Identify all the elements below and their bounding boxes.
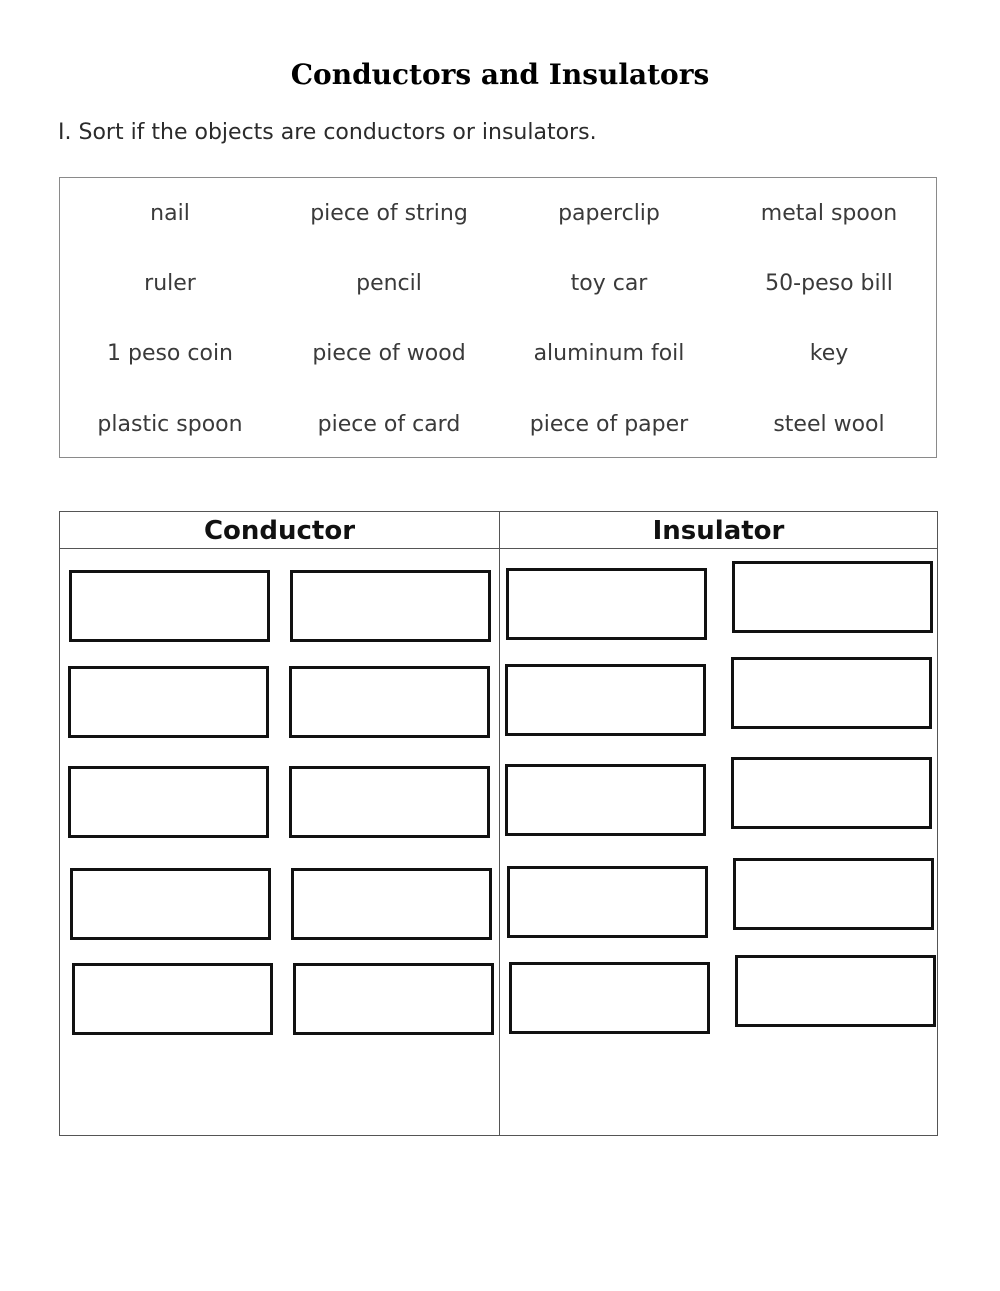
word-card-piece-of-paper[interactable]: piece of paper — [529, 412, 689, 437]
insulator-drop-box[interactable] — [509, 962, 710, 1034]
word-card-aluminum-foil[interactable]: aluminum foil — [533, 341, 685, 366]
insulator-column-header: Insulator — [652, 516, 785, 546]
word-card-plastic-spoon[interactable]: plastic spoon — [97, 412, 243, 437]
conductor-drop-box[interactable] — [291, 868, 492, 940]
insulator-drop-box[interactable] — [732, 561, 933, 633]
word-card-50-peso-bill[interactable]: 50-peso bill — [765, 271, 893, 296]
word-card-metal-spoon[interactable]: metal spoon — [760, 201, 898, 226]
word-card-nail[interactable]: nail — [150, 201, 190, 226]
insulator-drop-box[interactable] — [731, 657, 932, 729]
conductor-drop-box[interactable] — [68, 666, 269, 738]
column-divider — [499, 512, 500, 1135]
insulator-drop-box[interactable] — [506, 568, 707, 640]
page-title: Conductors and Insulators — [290, 58, 710, 91]
conductor-drop-box[interactable] — [70, 868, 271, 940]
conductor-column-header: Conductor — [203, 516, 356, 546]
word-card-pencil[interactable]: pencil — [356, 271, 422, 296]
word-card-1-peso-coin[interactable]: 1 peso coin — [106, 341, 234, 366]
word-card-piece-of-card[interactable]: piece of card — [317, 412, 461, 437]
sort-table — [59, 511, 938, 1136]
conductor-drop-box[interactable] — [68, 766, 269, 838]
word-card-toy-car[interactable]: toy car — [570, 271, 648, 296]
insulator-drop-box[interactable] — [735, 955, 936, 1027]
word-card-paperclip[interactable]: paperclip — [558, 201, 660, 226]
conductor-drop-box[interactable] — [293, 963, 494, 1035]
insulator-drop-box[interactable] — [507, 866, 708, 938]
word-bank — [59, 177, 937, 458]
word-card-key[interactable]: key — [809, 341, 849, 366]
insulator-drop-box[interactable] — [731, 757, 932, 829]
word-card-piece-of-wood[interactable]: piece of wood — [312, 341, 466, 366]
conductor-drop-box[interactable] — [290, 570, 491, 642]
word-card-steel-wool[interactable]: steel wool — [773, 412, 885, 437]
conductor-drop-box[interactable] — [289, 766, 490, 838]
conductor-drop-box[interactable] — [69, 570, 270, 642]
insulator-drop-box[interactable] — [505, 664, 706, 736]
insulator-drop-box[interactable] — [733, 858, 934, 930]
insulator-drop-box[interactable] — [505, 764, 706, 836]
word-card-piece-of-string[interactable]: piece of string — [310, 201, 468, 226]
conductor-drop-box[interactable] — [72, 963, 273, 1035]
word-card-ruler[interactable]: ruler — [144, 271, 196, 296]
instruction-text: I. Sort if the objects are conductors or insulators. — [58, 120, 597, 145]
conductor-drop-box[interactable] — [289, 666, 490, 738]
